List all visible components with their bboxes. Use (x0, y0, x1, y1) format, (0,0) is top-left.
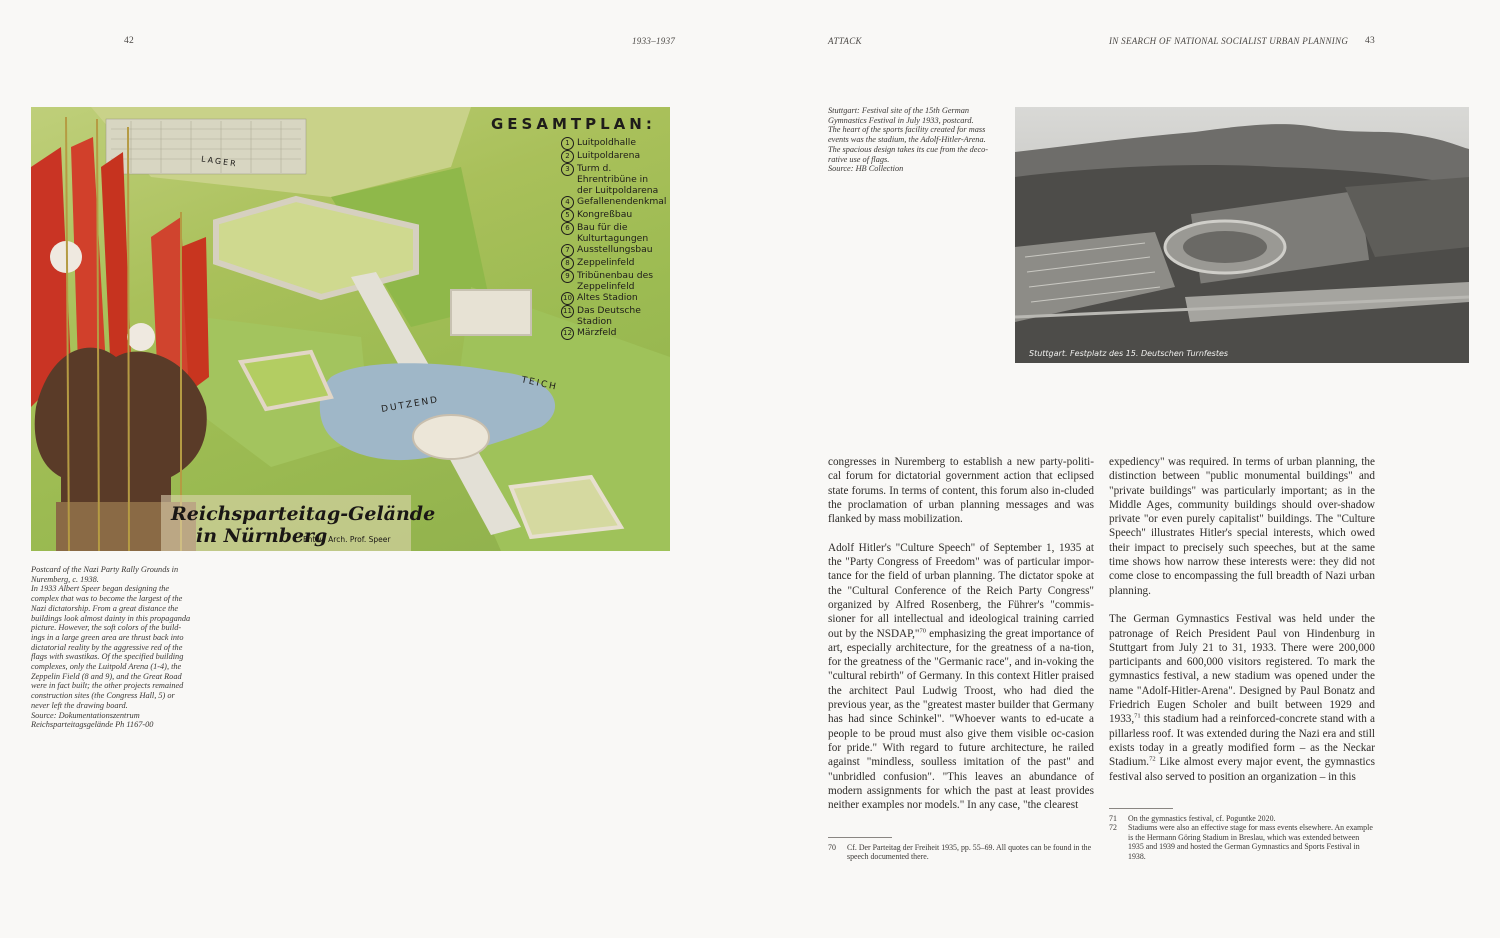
legend-item: 7 Ausstellungsbau (561, 244, 666, 257)
map-label-dutzend: DUTZEND (380, 394, 440, 416)
legend-item: 10 Altes Stadion (561, 292, 666, 305)
left-page-number: 42 (124, 36, 135, 46)
footnote: 70 Cf. Der Parteitag der Freiheit 1935, pp. 55–69. All quotes can be found in the speech documented there. (828, 843, 1092, 862)
photo-caption (828, 106, 1008, 174)
legend-item: 11 Das Deutsche Stadion (561, 305, 666, 327)
kongressbau (413, 415, 489, 459)
caption-line: Zeppelin Field (8 and 9), and the Great Road (31, 671, 182, 681)
legend-item: 4 Gefallenendenkmal (561, 196, 666, 209)
postcard-caption (31, 565, 211, 730)
paragraph: The German Gymnastics Festival was held under the patronage of Reich President Paul von Hindenburg in Stuttgart from July 21 to 31, 1933. There were 200,000 participants and 600,000 visitors registered. To mark the gymnastics festival, a new stadium was opened under the name "Adolf-Hitler-Arena". Designed by Paul Bonatz and Friedrich Eugen Scholer and built between 1929 and 1933,71 this stadium had a reinforced-concrete stand with a pillarless roof. It was extended during the Nazi era and still exists today in a greatly modified form – as the Neckar Stadium.$^{72}$ Like almost every major event, the gymnastics festival also served to position an organization – in this (1109, 613, 1375, 783)
postcard-title-line1: Reichsparteitag-Gelände (171, 503, 436, 525)
footnote: 71 On the gymnastics festival, cf. Poguntke 2020. (1109, 814, 1276, 823)
map-label-teich: TEICH (520, 375, 559, 393)
legend-item: 2 Luitpoldarena (561, 150, 666, 163)
footnote: 72 Stadiums were also an effective stage for mass events elsewhere. An example is the Hermann Göring Stadium in Breslau, which was extended between 1935 and 1939 and hosted the German Gymnastics and Sports Festival in 1938. (1109, 823, 1373, 861)
footnote-ref[interactable]: 70 (919, 626, 926, 634)
paragraph: Adolf Hitler's "Culture Speech" of September 1, 1935 at the "Party Congress of Freedom" was of particular impor-tance for the field of urban planning. The dictator spoke at the "Cultural Conference of the Reich Party Congress" organized by Alfred Rosenberg, the Führer's "commis-sioner for all intellectual and ideological training carried out by the NSDAP,"$^{70}$ emphasizing the great importance of art, especially architecture, for the greatness of a na-tion, for the greatness of the "Germanic race", and in-voking the "cultural rebirth" of Germany. In this context Hitler praised the architect Paul Ludwig Troost, who had died the previous year, as the "greatest master builder that Germany has had since Schinkel". "Whoever wants to ed-ucate a people to be proud must also give them visible oc-casion for pride." With regard to future architecture, he railed against "mindless, soulless imitation of the past" and "unbridled confusion". "This leaves an abundance of modern assignments for which the past at least provides neither examples nor models." In any case, "the clearest (828, 541, 1094, 812)
postcard-legend (491, 115, 666, 340)
caption-line: flags with swastikas. Of the specified building (31, 652, 184, 662)
legend-item: 1 Luitpoldhalle (561, 137, 666, 150)
footnote-rule (828, 837, 892, 838)
caption-line: Nazi dictatorship. From a great distance the (31, 603, 179, 613)
legend-title: GESAMTPLAN: (491, 115, 656, 133)
legend-item: 12 Märzfeld (561, 327, 666, 340)
caption-line: rative use of flags. (828, 154, 890, 164)
caption-line: ings in a large green area are thrust back into (31, 632, 184, 642)
caption-source: Source: HB Collection (828, 164, 904, 174)
lager-grid (106, 119, 306, 174)
paragraph: expediency" was required. In terms of urban planning, the distinction between "public monumental buildings" and "private buildings" was particularly important; as in the Middle Ages, community buildings should over-shadow private "or even purely capitalist" buildings. The "Culture Speech" illustrates Hitler's special interests, which owed their impact to precisely such speeches, but at the same time shows how narrow these interests were: they did not come close to encompassing the full breadth of Nazi urban planning. (1109, 456, 1375, 597)
caption-line: In 1933 Albert Speer began designing the (31, 584, 170, 594)
photo-inscription: Stuttgart. Festplatz des 15. Deutschen Turnfestes (1029, 349, 1229, 358)
caption-line: events was the stadium, the Adolf-Hitler-Arena. (828, 135, 986, 145)
legend-item: 9 Tribünenbau des Zeppelinfeld (561, 270, 666, 292)
map-label-lager: LAGER (200, 154, 239, 169)
right-page-number: 43 (1365, 36, 1376, 46)
caption-line: complex that was to become the largest of the (31, 594, 183, 604)
caption-title-line: Postcard of the Nazi Party Rally Grounds in (31, 565, 179, 574)
footnote-ref[interactable]: 72 (1149, 755, 1156, 763)
caption-line: complexes, only the Luitpold Arena (1-4), the (31, 662, 182, 672)
footnote-ref[interactable]: 71 (1134, 712, 1141, 720)
caption-line: were in fact built; the other projects remained (31, 681, 184, 691)
caption-line: picture. However, the soft colors of the build- (31, 623, 182, 633)
caption-line: dictatorial reality by the aggressive red of the (31, 642, 183, 652)
legend-item: 8 Zeppelinfeld (561, 257, 666, 270)
footnotes-column-2 (1109, 814, 1375, 861)
caption-line: The heart of the sports facility created for mass (828, 125, 986, 135)
caption-title-line: Nuremberg, c. 1938. (31, 574, 99, 584)
caption-line: construction sites (the Congress Hall, 5) or (31, 691, 175, 701)
caption-line: The spacious design takes its cue from the deco- (828, 144, 989, 154)
photo-illustration (1015, 107, 1469, 363)
postcard-title-line2: in Nürnberg (196, 525, 328, 547)
postcard-designer: Entw.: Arch. Prof. Speer (303, 535, 391, 544)
caption-line: never left the drawing board. (31, 700, 128, 710)
caption-title-line: Stuttgart: Festival site of the 15th German (828, 106, 970, 115)
stuttgart-festival-photo (1015, 107, 1469, 363)
caption-line: buildings look almost dainty in this propaganda (31, 613, 191, 623)
caption-source: Reichsparteitagsgelände Ph 1167-00 (31, 720, 154, 730)
footnote-rule (1109, 808, 1173, 809)
right-running-title: IN SEARCH OF NATIONAL SOCIALIST URBAN PLANNING (1109, 36, 1349, 46)
caption-source: Source: Dokumentationszentrum (31, 710, 140, 720)
left-running-title: 1933–1937 (632, 36, 676, 46)
paragraph: congresses in Nuremberg to establish a new party-politi-cal forum for dictatorial government action that eclipsed state forums. In terms of content, this forum also in-cluded the proclamation of urban planning messages and was flanked by mass mobilization. (828, 456, 1094, 526)
right-section-title: ATTACK (828, 36, 862, 46)
legend-item: 6 Bau für die Kulturtagungen (561, 222, 666, 244)
body-column-1 (828, 455, 1094, 827)
legend-item: 3 Turm d. Ehrentribüne in der Luitpoldarena (561, 163, 666, 196)
flag-3 (101, 152, 131, 377)
legend-item: 5 Kongreßbau (561, 209, 666, 222)
caption-title-line: Gymnastics Festival in July 1933, postcard. (828, 115, 974, 125)
body-column-2 (1109, 455, 1375, 798)
footnotes-column-1 (828, 843, 1094, 862)
rally-grounds-postcard (31, 107, 670, 551)
